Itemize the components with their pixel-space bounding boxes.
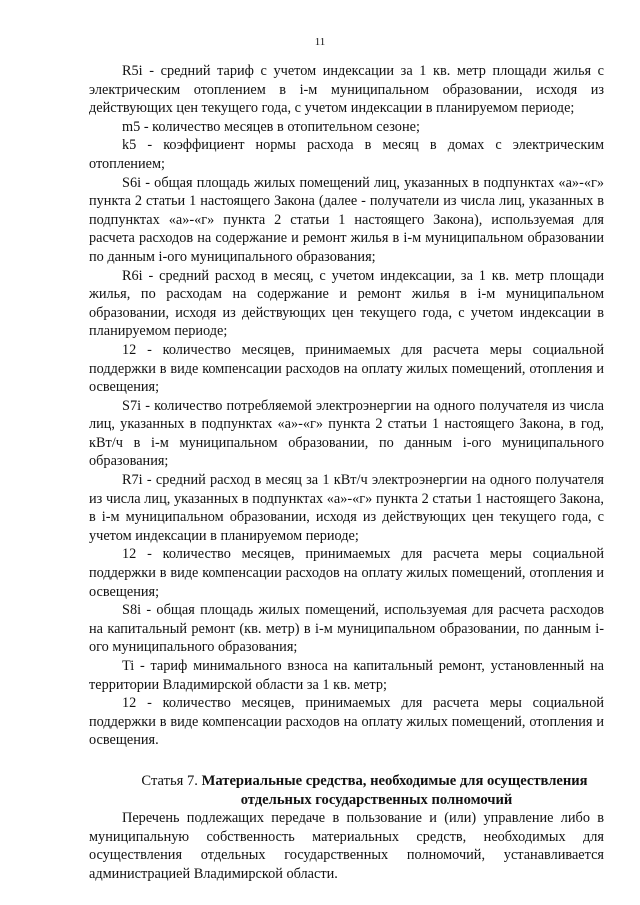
paragraph-r6i: R6i - средний расход в месяц, с учетом индексации, за 1 кв. метр площади жилья, по расходам на содержание и ремонт жилья в i-м муниципальном образовании, исходя из действующих цен текущего года, с учетом индексации в планируемом периоде; bbox=[89, 267, 604, 340]
paragraph-months-3: 12 - количество месяцев, принимаемых для расчета меры социальной поддержки в виде компенсации расходов на оплату жилых помещений, отопления и освещения. bbox=[89, 695, 604, 749]
paragraph-k5: k5 - коэффициент нормы расхода в месяц в домах с электрическим отоплением; bbox=[89, 137, 604, 172]
paragraph-s7i: S7i - количество потребляемой электроэнергии на одного получателя из числа лиц, указанных в подпунктах «а»-«г» пункта 2 статьи 1 настоящего Закона, в год, кВт/ч в i-м муниципальном образовании, по данным i-ого муниципального образования; bbox=[89, 397, 604, 470]
article-text: Перечень подлежащих передаче в пользование и (или) управление либо в муниципальную собственность материальных средств, необходимых для осуществления отдельных государственных полномочий, устанавливается администрацией Владимирской области. bbox=[89, 810, 604, 882]
paragraph-months-2: 12 - количество месяцев, принимаемых для расчета меры социальной поддержки в виде компенсации расходов на оплату жилых помещений, отопления и освещения; bbox=[89, 546, 604, 600]
document-body bbox=[89, 62, 604, 884]
article-prefix: Статья 7. bbox=[141, 772, 202, 789]
paragraph-r7i: R7i - средний расход в месяц за 1 кВт/ч электроэнергии на одного получателя из числа лиц, указанных в подпунктах «а»-«г» пункта 2 статьи 1 настоящего Закона, в i-м муниципальном образовании, исходя из действующих цен текущего года, с учетом индексации в планируемом периоде; bbox=[89, 472, 604, 544]
article-heading bbox=[89, 772, 604, 791]
paragraph-s6i: S6i - общая площадь жилых помещений лиц, указанных в подпунктах «а»-«г» пункта 2 статьи 1 настоящего Закона (далее - получатели из числа лиц, указанных в подпунктах «а»-«г» пункта 2 статьи 1 настоящего Закона), используемая для расчета расходов на содержание и ремонт жилья в i-м муниципальном образовании по данным i-ого муниципального образования; bbox=[89, 174, 604, 265]
paragraph-months-1: 12 - количество месяцев, принимаемых для расчета меры социальной поддержки в виде компенсации расходов на оплату жилых помещений, отопления и освещения; bbox=[89, 341, 604, 396]
article-7-section bbox=[89, 772, 604, 884]
article-title-line2: отдельных государственных полномочий bbox=[240, 791, 513, 808]
paragraph-r5i: R5i - средний тариф с учетом индексации за 1 кв. метр площади жилья с электрическим отоплением в i-м муниципальном образовании, исходя из действующих цен текущего года, с учетом индексации в планируемом периоде; bbox=[89, 63, 604, 117]
paragraph-m5: m5 - количество месяцев в отопительном сезоне; bbox=[122, 118, 420, 135]
page-number: 11 bbox=[314, 36, 326, 48]
paragraph-ti: Ti - тариф минимального взноса на капитальный ремонт, установленный на территории Владимирской области за 1 кв. метр; bbox=[89, 658, 604, 693]
paragraph-s8i: S8i - общая площадь жилых помещений, используемая для расчета расходов на капитальный ремонт (кв. метр) в i-м муниципальном образовании, по данным i-ого муниципального образования; bbox=[89, 602, 604, 656]
article-title-line1: Материальные средства, необходимые для осуществления bbox=[201, 772, 588, 789]
